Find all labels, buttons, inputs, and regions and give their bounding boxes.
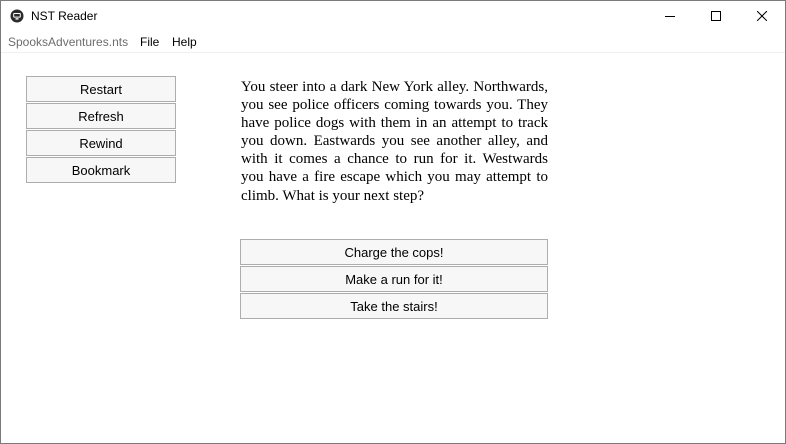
bookmark-button[interactable]: Bookmark: [26, 157, 176, 183]
choice-run-button[interactable]: Make a run for it!: [240, 266, 548, 292]
menu-file-name: SpooksAdventures.nts: [8, 35, 129, 49]
minimize-button[interactable]: [647, 1, 693, 32]
maximize-button[interactable]: [693, 1, 739, 32]
minimize-icon: [665, 8, 675, 26]
close-icon: [757, 8, 767, 26]
refresh-button[interactable]: Refresh: [26, 103, 176, 129]
title-bar[interactable]: [1, 1, 785, 32]
choice-charge-button[interactable]: Charge the cops!: [240, 239, 548, 265]
rewind-button[interactable]: Rewind: [26, 130, 176, 156]
menu-help[interactable]: Help: [172, 35, 197, 49]
maximize-icon: [711, 8, 721, 26]
choice-stairs-button[interactable]: Take the stairs!: [240, 293, 548, 319]
restart-button[interactable]: Restart: [26, 76, 176, 102]
app-icon: [10, 9, 24, 23]
menu-bar: [1, 32, 785, 53]
story-text: You steer into a dark New York alley. Northwards, you see police officers coming towards you. They have police dogs with them in an attempt to track you down. Eastwards you see another alley, and with it comes a chance to run for it. Westwards you have a fire escape which you may attempt to climb. What is your next step?: [241, 79, 548, 204]
menu-file[interactable]: File: [140, 35, 160, 49]
close-button[interactable]: [739, 1, 785, 32]
window-title: NST Reader: [31, 9, 98, 23]
